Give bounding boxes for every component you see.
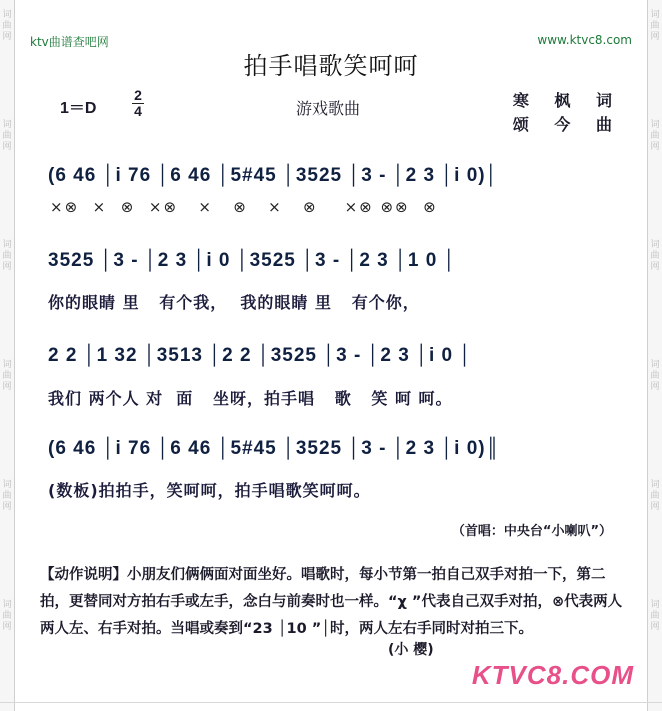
staff-line-2: 3525 │3 - │2 3 │i 0 │3525 │3 - │2 3 │1 0 │ <box>48 250 457 271</box>
side-watermark: 词 曲 网 <box>650 120 660 152</box>
side-watermark: 词 曲 网 <box>2 10 12 42</box>
side-watermark: 词 曲 网 <box>650 480 660 512</box>
staff-line-4: (6 46 │i 76 │6 46 │5#45 │3525 │3 - │2 3 │i 0)║ <box>48 438 501 459</box>
side-watermark: 词 曲 网 <box>2 240 12 272</box>
instructions-heading: 【动作说明】 <box>40 567 127 583</box>
action-instructions <box>40 562 630 643</box>
right-side-strip <box>647 0 662 711</box>
key-signature: 1＝D <box>60 100 97 117</box>
left-side-strip <box>0 0 15 711</box>
premiere-singer: （首唱：中央台“小喇叭”） <box>451 524 612 539</box>
site-url-right: www.ktvc8.com <box>537 33 632 47</box>
song-title: 拍手唱歌笑呵呵 <box>243 52 419 80</box>
bottom-divider <box>0 702 662 703</box>
instructions-author: (小 樱) <box>388 642 434 658</box>
side-watermark: 词 曲 网 <box>650 360 660 392</box>
genre-label: 游戏歌曲 <box>296 99 361 118</box>
composer-credit: 颂 今 曲 <box>512 115 622 134</box>
side-watermark: 词 曲 网 <box>650 240 660 272</box>
lyrics-line-4: (数板)拍拍手，笑呵呵，拍手唱歌笑呵呵。 <box>48 481 371 500</box>
time-signature <box>132 88 144 119</box>
side-watermark: 词 曲 网 <box>650 600 660 632</box>
time-sig-bottom: 4 <box>132 103 144 119</box>
clap-pattern-line: ×⊗ × ⊗ ×⊗ × ⊗ × ⊗ ×⊗ ⊗⊗ ⊗ <box>50 198 438 216</box>
staff-line-1: (6 46 │i 76 │6 46 │5#45 │3525 │3 - │2 3 │i 0)│ <box>48 165 499 186</box>
lyricist-credit: 寒 枫 词 <box>512 91 622 110</box>
lyrics-line-2: 你的眼睛 里 有个我， 我的眼睛 里 有个你， <box>48 293 420 312</box>
instructions-body: 小朋友们俩俩面对面坐好。唱歌时，每小节第一拍自己双手对拍一下，第二拍，更替同对方拍右手或左手，念白与前奏时也一样。“χ ”代表自己双手对拍，⊗代表两人两人左、右手对拍。当唱或奏到“23 │10 ”│时，两人左右手同时对拍三下。 <box>40 567 623 637</box>
site-name-left: ktv曲谱查吧网 <box>30 35 109 49</box>
side-watermark: 词 曲 网 <box>2 120 12 152</box>
side-watermark: 词 曲 网 <box>2 480 12 512</box>
side-watermark: 词 曲 网 <box>2 360 12 392</box>
side-watermark: 词 曲 网 <box>2 600 12 632</box>
staff-line-3: 2 2 │1 32 │3513 │2 2 │3525 │3 - │2 3 │i 0 │ <box>48 345 473 366</box>
lyrics-line-3: 我们 两个人 对 面 坐呀，拍手唱 歌 笑 呵 呵。 <box>48 389 453 408</box>
brand-logo: KTVC8.COM <box>471 660 634 690</box>
time-sig-top: 2 <box>134 87 142 103</box>
side-watermark: 词 曲 网 <box>650 10 660 42</box>
